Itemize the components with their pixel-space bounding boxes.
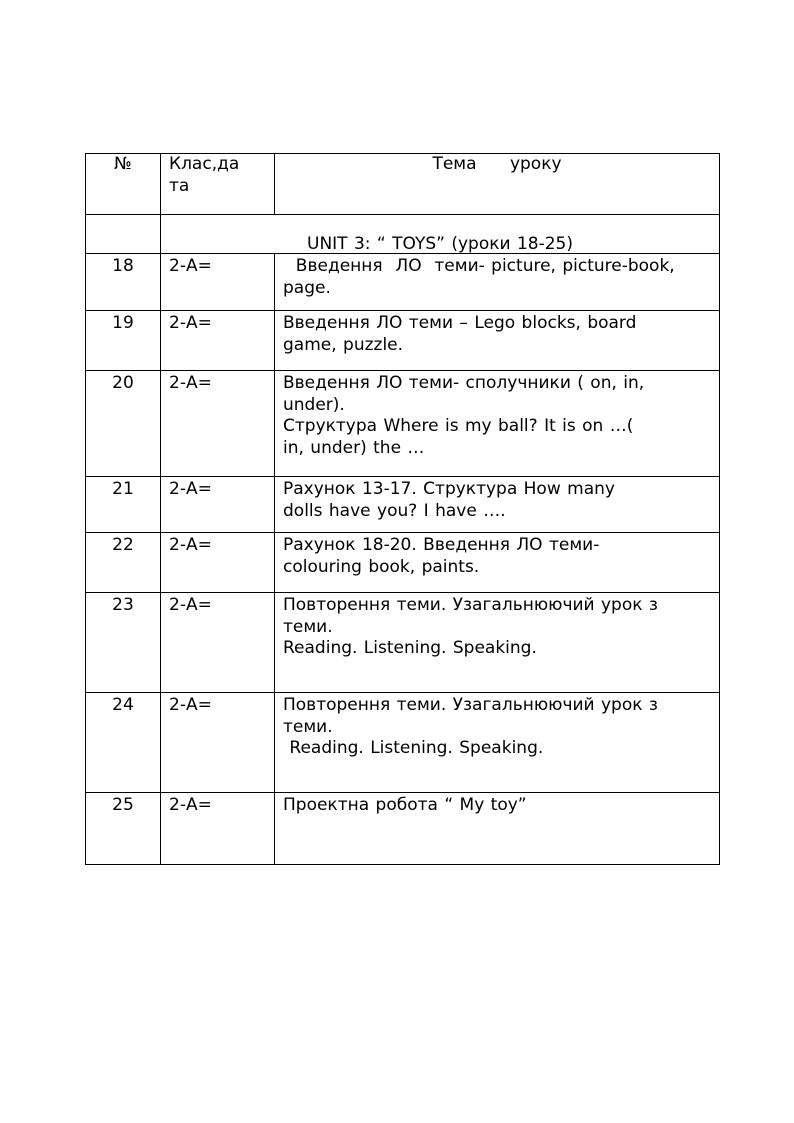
topic-line: Reading. Listening. Speaking.	[283, 638, 537, 658]
lesson-class: 2-А=	[161, 693, 275, 793]
lesson-class: 2-А=	[161, 371, 275, 477]
header-class-date: Клас,дата	[161, 154, 275, 215]
topic-line: Reading. Listening. Speaking.	[283, 738, 544, 758]
lesson-number: 25	[86, 793, 161, 865]
lesson-class: 2-А=	[161, 793, 275, 865]
header-row	[86, 154, 720, 215]
lesson-topic	[275, 593, 720, 693]
table-row	[86, 371, 720, 477]
topic-line: Проектна робота “ My toy”	[283, 795, 527, 815]
unit-row	[86, 215, 720, 254]
lesson-topic	[275, 477, 720, 533]
header-topic: Тема уроку	[275, 154, 720, 215]
topic-line: Структура Where is my ball? It is on …(	[283, 416, 634, 436]
topic-line: Повторення теми. Узагальнюючий урок з	[283, 695, 658, 715]
lesson-number: 20	[86, 371, 161, 477]
topic-line: dolls have you? I have ….	[283, 500, 506, 521]
table-row	[86, 477, 720, 533]
topic-line: Рахунок 13-17. Структура How many	[283, 479, 615, 499]
lesson-class: 2-А=	[161, 593, 275, 693]
topic-line: Рахунок 18-20. Введення ЛО теми-	[283, 535, 600, 555]
lesson-class: 2-А=	[161, 311, 275, 371]
lesson-number: 22	[86, 533, 161, 593]
lesson-number: 23	[86, 593, 161, 693]
lesson-number: 24	[86, 693, 161, 793]
lesson-number: 19	[86, 311, 161, 371]
unit-title-cell	[161, 215, 720, 254]
lesson-class: 2-А=	[161, 533, 275, 593]
lesson-plan-table	[85, 153, 720, 865]
topic-line: colouring book, paints.	[283, 556, 480, 577]
unit-empty-cell	[86, 215, 161, 254]
topic-line: теми.	[283, 616, 333, 637]
lesson-class: 2-А=	[161, 477, 275, 533]
table-row	[86, 593, 720, 693]
topic-line: under).	[283, 394, 345, 415]
lesson-number: 18	[86, 254, 161, 311]
table-row	[86, 254, 720, 311]
lesson-number: 21	[86, 477, 161, 533]
lesson-topic	[275, 371, 720, 477]
topic-line: game, puzzle.	[283, 334, 404, 355]
topic-line: Введення ЛО теми- сполучники ( on, in,	[283, 373, 645, 393]
topic-line: in, under) the …	[283, 437, 425, 458]
lesson-topic	[275, 793, 720, 865]
header-number: №	[86, 154, 161, 215]
table-row	[86, 533, 720, 593]
topic-line: page.	[283, 277, 331, 298]
topic-line: Введення ЛО теми – Lego blocks, board	[283, 313, 637, 333]
table-row	[86, 793, 720, 865]
lesson-topic	[275, 533, 720, 593]
lesson-class: 2-А=	[161, 254, 275, 311]
topic-line: теми.	[283, 716, 333, 737]
lesson-topic	[275, 254, 720, 311]
lesson-topic	[275, 311, 720, 371]
lesson-topic	[275, 693, 720, 793]
unit-title: UNIT 3: “ TOYS” (уроки 18-25)	[307, 234, 573, 254]
table-row	[86, 311, 720, 371]
topic-line: Введення ЛО теми- picture, picture-book,	[283, 256, 675, 276]
table-row	[86, 693, 720, 793]
topic-line: Повторення теми. Узагальнюючий урок з	[283, 595, 658, 615]
